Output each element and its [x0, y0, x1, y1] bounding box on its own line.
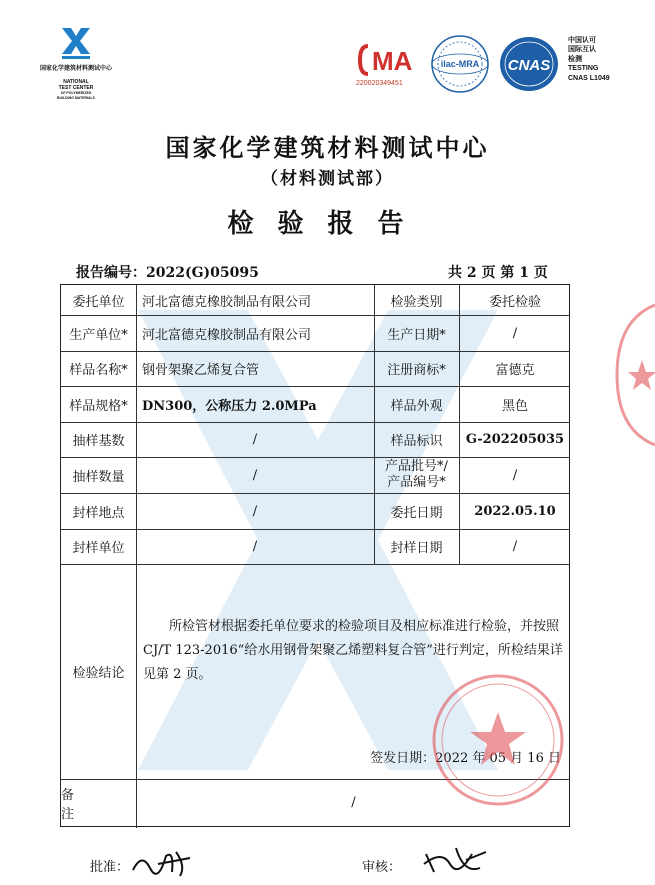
value-sampling-base: /: [252, 432, 258, 447]
conclusion-text: 所检管材根据委托单位要求的检验项目及相应标准进行检验，并按照 CJ/T 123-2016“给水用钢骨架聚乙烯塑料复合管”进行判定，所检结果详见第 2 页。: [143, 619, 563, 682]
value-seal-place: /: [252, 503, 258, 519]
label-seal-unit: 封样单位: [72, 541, 125, 556]
main-title: 国家化学建筑材料测试中心: [165, 133, 490, 162]
value-test-type: 委托检验: [488, 294, 541, 310]
label-sampling-base: 抽样基数: [72, 434, 125, 449]
approver-signature: [128, 846, 198, 882]
org-en-4: BUILDING MATERIALS: [56, 95, 96, 100]
value-seal-unit: /: [252, 539, 258, 554]
value-trademark: 富德克: [495, 363, 535, 378]
cnas-line-1: 中国认可: [568, 37, 596, 44]
label-seal-date: 封样日期: [390, 541, 443, 556]
value-commission-date: 2022.05.10: [474, 503, 556, 519]
label-batch-no: [374, 457, 459, 493]
page-count: 共 2 页 第 1 页: [448, 265, 548, 281]
cnas-line-2: 国际互认: [568, 46, 596, 54]
cma-label: MA: [372, 46, 413, 76]
cnas-mark: [498, 34, 560, 94]
report-number: 报告编号：2022(G)05095: [76, 265, 259, 281]
cma-mark: [358, 42, 416, 78]
org-en-2: TEST CENTER: [58, 85, 94, 92]
label-conclusion: 检验结论: [72, 666, 125, 681]
label-appearance: 样品外观: [390, 398, 443, 414]
value-client: 河北富德克橡胶制品有限公司: [142, 294, 312, 310]
label-sample-name: 样品名称*: [69, 363, 128, 378]
ntc-logo-icon: [59, 26, 93, 62]
value-appearance: 黑色: [501, 398, 528, 414]
label-spec: 样品规格*: [69, 398, 128, 414]
label-producer: 生产单位*: [69, 327, 128, 343]
label-client: 委托单位: [72, 294, 125, 310]
org-en-3: OF POLYMERIZED: [60, 91, 92, 96]
value-remark: /: [351, 795, 356, 810]
label-batch-no-line2: 产品编号*: [387, 475, 446, 490]
cnas-label: CNAS: [507, 57, 551, 74]
reviewer-signature: [420, 844, 490, 882]
ilac-label: ilac-MRA: [440, 59, 480, 69]
cnas-line-4: TESTING: [568, 65, 599, 73]
label-batch-no-line1: 产品批号*/: [385, 458, 448, 474]
label-sample-id: 样品标识: [390, 434, 443, 449]
label-seal-place: 封样地点: [72, 505, 125, 521]
label-trademark: 注册商标*: [387, 363, 446, 378]
value-sample-id: G-202205035: [465, 432, 565, 447]
value-spec: DN300，公称压力 2.0MPa: [142, 398, 317, 414]
label-commission-date: 委托日期: [390, 505, 443, 521]
ntc-logo: [22, 26, 130, 100]
edge-seal: [612, 300, 655, 454]
ilac-mra-mark: [430, 34, 490, 94]
sub-title: （材料测试部）: [261, 169, 394, 189]
report-title: 检验报告: [227, 209, 428, 239]
cnas-text: [568, 36, 610, 83]
cnas-line-5: CNAS L1049: [568, 74, 610, 82]
label-remark: 备 注: [61, 787, 91, 822]
org-name-small: 国家化学建筑材料测试中心: [39, 66, 112, 72]
value-sample-name: 钢骨架聚乙烯复合管: [142, 363, 260, 378]
value-production-date: /: [512, 325, 518, 341]
org-en-1: NATIONAL: [63, 78, 89, 85]
sign-date: 签发日期：2022 年 05 月 16 日: [370, 751, 561, 766]
value-batch-no: /: [512, 467, 518, 483]
cnas-line-3: 检测: [568, 55, 582, 63]
approve-label: 批准：: [90, 860, 130, 875]
official-seal: [430, 672, 566, 812]
value-seal-date: /: [512, 539, 518, 554]
review-label: 审核：: [362, 860, 402, 875]
value-producer: 河北富德克橡胶制品有限公司: [142, 327, 312, 343]
label-sampling-qty: 抽样数量: [72, 469, 125, 485]
label-production-date: 生产日期*: [387, 327, 446, 343]
label-test-type: 检验类别: [390, 294, 443, 310]
value-sampling-qty: /: [252, 467, 258, 483]
cma-number: 220020349451: [356, 80, 403, 87]
